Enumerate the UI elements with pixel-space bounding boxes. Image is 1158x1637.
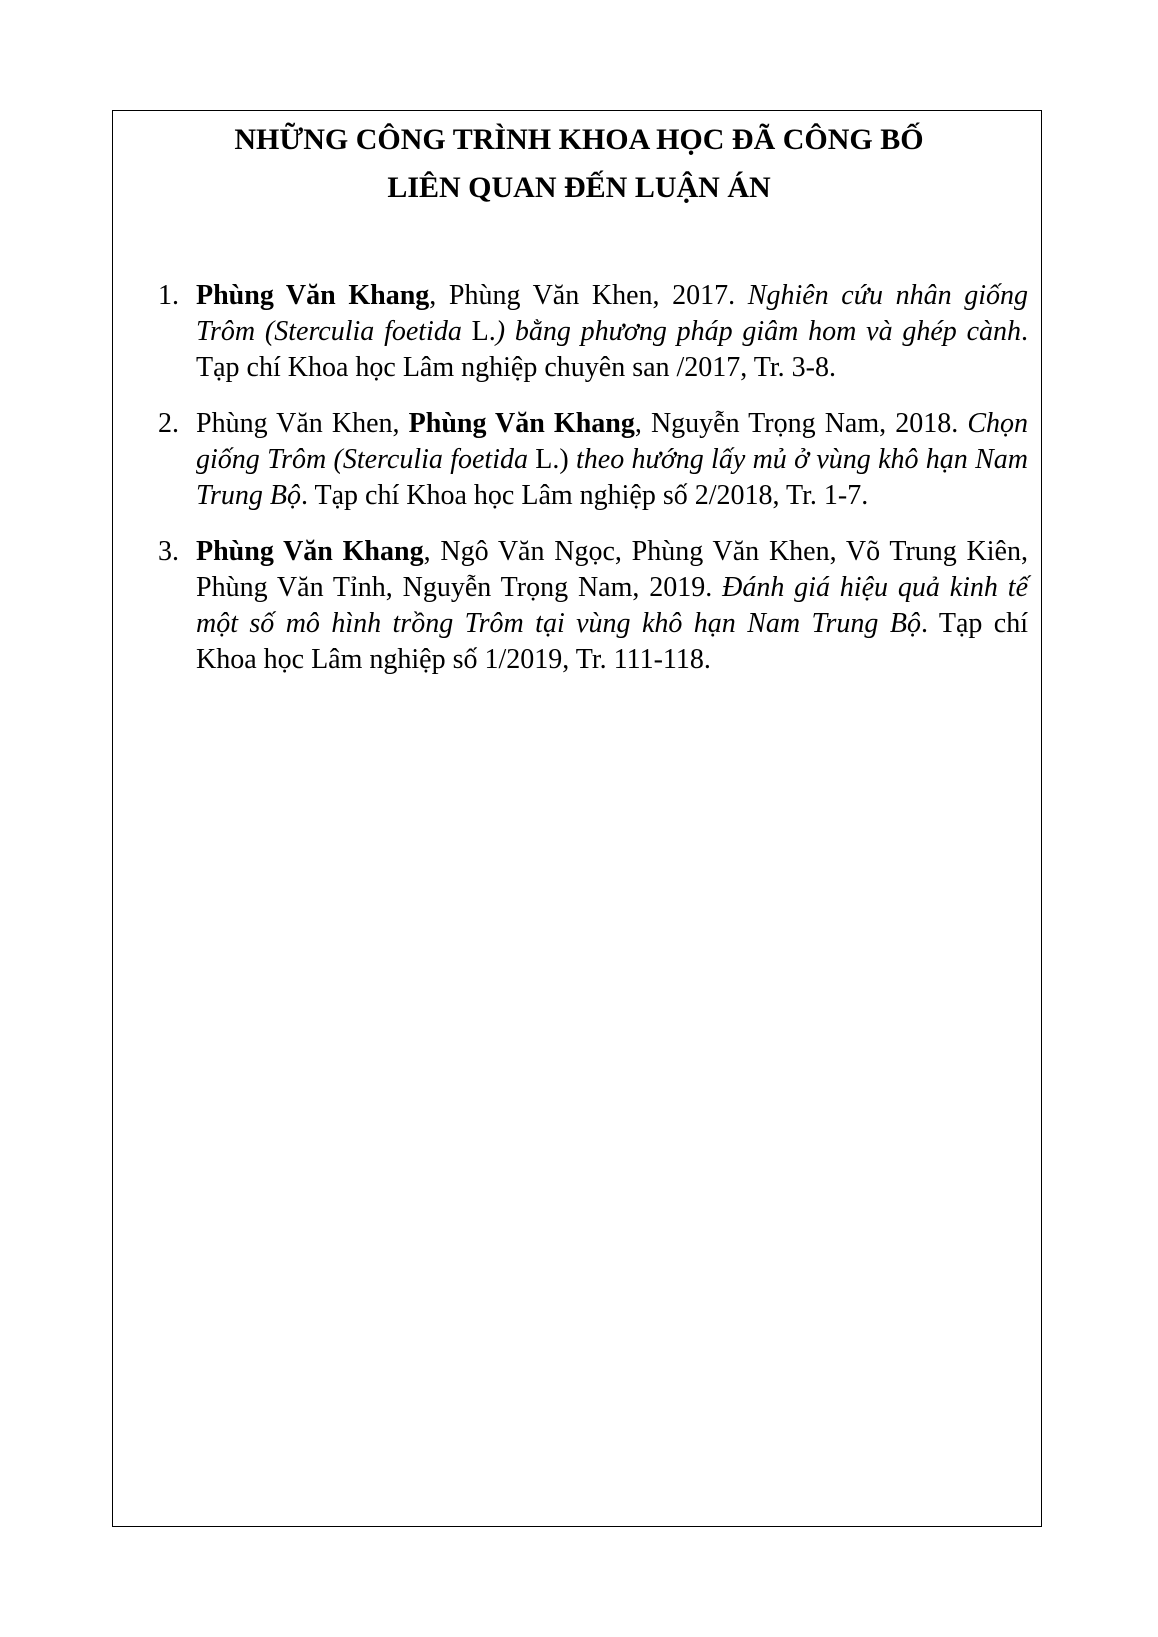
page-title-line-2: LIÊN QUAN ĐẾN LUẬN ÁN <box>387 171 771 204</box>
publication-source: . Tạp chí Khoa học Lâm nghiệp số 1/2019, Tr. 111-118. <box>196 608 1029 675</box>
publication-source: . Tạp chí Khoa học Lâm nghiệp chuyên san /2017, Tr. 3-8. <box>196 316 1028 383</box>
publication-author-highlight: Phùng Văn Khang <box>196 280 430 311</box>
publication-authors: , Ngô Văn Ngọc, Phùng Văn Khen, Võ Trung Kiên, Phùng Văn Tỉnh, Nguyễn Trọng Nam, 2019. <box>196 536 1028 603</box>
publication-item-3 <box>158 534 1028 678</box>
publication-author-highlight: Phùng Văn Khang <box>408 408 635 439</box>
publication-source: . Tạp chí Khoa học Lâm nghiệp số 2/2018, Tr. 1-7. <box>301 480 869 511</box>
publication-title-cont: ) bằng phương pháp giâm hom và ghép cành <box>495 316 1021 347</box>
publication-list <box>158 278 1028 698</box>
publication-author-highlight: Phùng Văn Khang <box>196 536 424 567</box>
publication-title: Nghiên cứu nhân giống Trôm (Sterculia foetida <box>196 280 1028 347</box>
publication-authors: , Nguyễn Trọng Nam, 2018. <box>634 408 968 439</box>
publication-title: Đánh giá hiệu quả kinh tế một số mô hình trồng Trôm tại vùng khô hạn Nam Trung Bộ <box>196 572 1028 639</box>
publication-authors: , Phùng Văn Khen, 2017. <box>429 280 748 311</box>
publication-title: Chọn giống Trôm (Sterculia foetida <box>196 408 1029 475</box>
publication-item-2 <box>158 406 1028 514</box>
page-title-line-1: NHỮNG CÔNG TRÌNH KHOA HỌC ĐÃ CÔNG BỐ <box>234 123 924 156</box>
publication-item-1 <box>158 278 1028 386</box>
publication-title-plain: L. <box>461 316 496 347</box>
publication-title-cont: theo hướng lấy mủ ở vùng khô hạn Nam Trung Bộ <box>196 444 1028 511</box>
publication-title-plain: L.) <box>527 444 577 475</box>
publication-number: 1. <box>158 280 179 311</box>
publication-authors-pre: Phùng Văn Khen, <box>196 408 409 439</box>
publication-number: 2. <box>158 408 179 439</box>
publication-number: 3. <box>158 536 179 567</box>
